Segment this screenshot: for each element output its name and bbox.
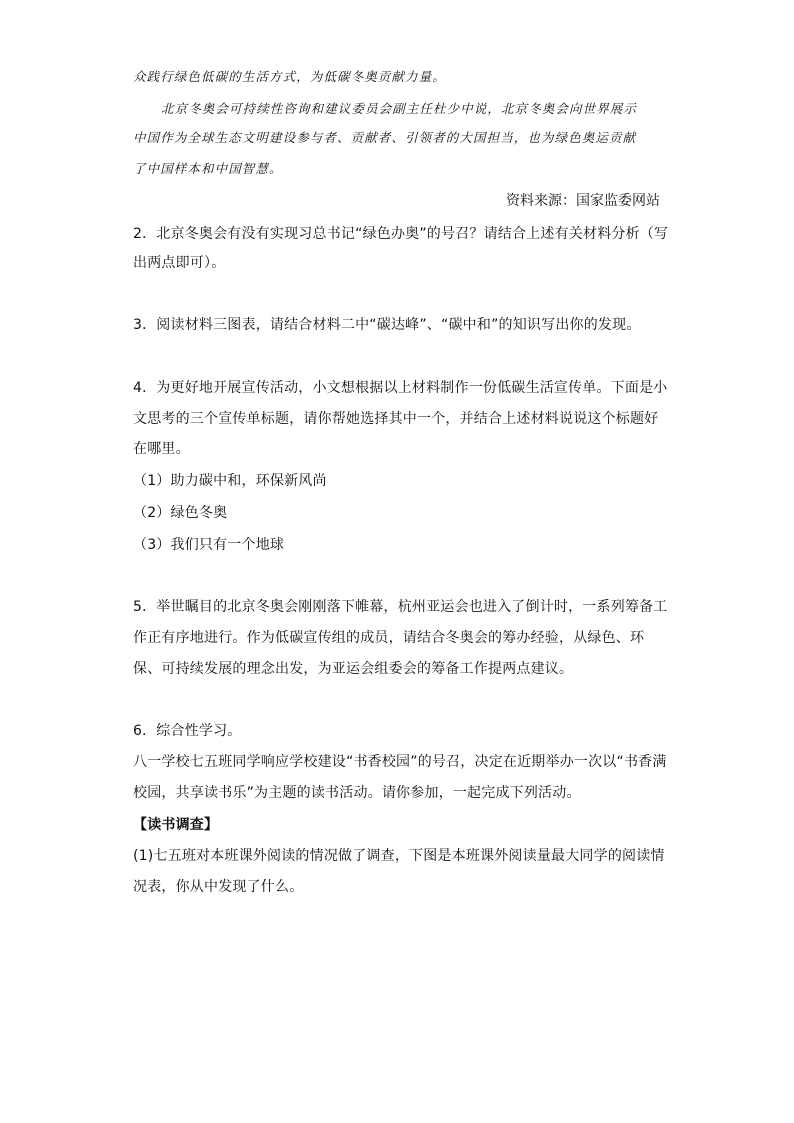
question-6-title: 6．综合性学习。 <box>133 723 242 739</box>
question-4-option-3: （3）我们只有一个地球 <box>133 537 285 553</box>
question-4-line-2: 文思考的三个宣传单标题，请你帮她选择其中一个，并结合上述材料说说这个标题好 <box>133 411 659 427</box>
question-5-line-2: 作正有序地进行。作为低碳宣传组的成员，请结合冬奥会的筹办经验，从绿色、环 <box>133 630 645 646</box>
material-quote-line-1: 众践行绿色低碳的生活方式，为低碳冬奥贡献力量。 <box>133 69 446 84</box>
question-6-sub1-line-1: (1)七五班对本班课外阅读的情况做了调查，下图是本班课外阅读量最大同学的阅读情 <box>133 848 665 864</box>
question-6-section-heading: 【读书调查】 <box>133 817 219 833</box>
question-6-sub1-line-2: 况表，你从中发现了什么。 <box>133 879 304 895</box>
question-5-line-3: 保、可持续发展的理念出发，为亚运会组委会的筹备工作提两点建议。 <box>133 661 574 677</box>
question-4-line-3: 在哪里。 <box>133 441 190 457</box>
question-6-intro-line-1: 八一学校七五班同学响应学校建设“书香校园”的号召，决定在近期举办一次以“书香满 <box>133 754 667 770</box>
question-2-line-2: 出两点即可）。 <box>133 255 226 271</box>
question-4-option-1: （1）助力碳中和，环保新风尚 <box>133 473 327 489</box>
question-4-line-1: 4．为更好地开展宣传活动，小文想根据以上材料制作一份低碳生活宣传单。下面是小 <box>133 380 668 396</box>
question-5-line-1: 5．举世瞩目的北京冬奥会刚刚落下帷幕，杭州亚运会也进入了倒计时，一系列筹备工 <box>133 599 668 615</box>
question-2-line-1: 2．北京冬奥会有没有实现习总书记“绿色办奥”的号召？请结合上述有关材料分析（写 <box>133 226 669 242</box>
material-quote-line-3: 中国作为全球生态文明建设参与者、贡献者、引领者的大国担当，也为绿色奥运贡献 <box>133 130 637 145</box>
material-source: 资料来源：国家监委网站 <box>506 193 660 209</box>
material-quote-line-4: 了中国样本和中国智慧。 <box>133 161 283 176</box>
material-quote-line-2: 北京冬奥会可持续性咨询和建议委员会副主任杜少中说，北京冬奥会向世界展示 <box>161 101 638 116</box>
question-4-option-2: （2）绿色冬奥 <box>133 505 228 521</box>
question-6-intro-line-2: 校园，共享读书乐”为主题的读书活动。请你参加，一起完成下列活动。 <box>133 785 581 801</box>
question-3-line-1: 3．阅读材料三图表，请结合材料二中“碳达峰”、“碳中和”的知识写出你的发现。 <box>133 317 641 333</box>
